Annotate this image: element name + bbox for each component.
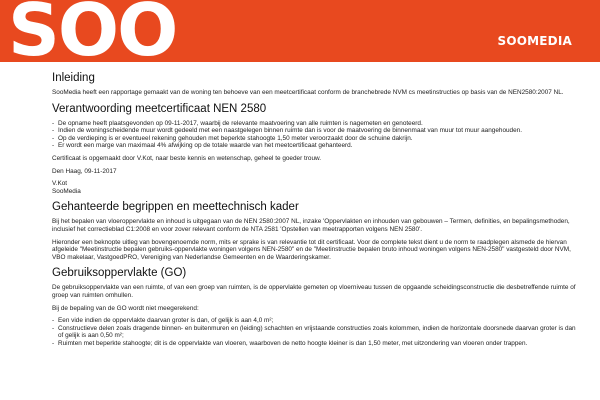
section-title-verantwoording: Verantwoording meetcertificaat NEN 2580 [52,102,267,115]
section-title-gebruiksoppervlakte: Gebruiksoppervlakte (GO) [52,267,187,280]
list-item: - Constructieve delen zoals dragende binnen- en buitenmuren en (leiding) schachten en vrijstaande constructies zoals kolommen, indien de horizontale doorsnede daarvan groter is dan of gelijk is aan 0,50 m²; [52,325,582,340]
go-paragraph-1: De gebruiksoppervlakte van een ruimte, of van een groep van ruimten, is de oppervlakte gemeten op vloerniveau tussen de opgaande scheidingsconstructie die desbetreffende ruimte of groep van ruimten omhullen. [52,284,576,299]
section-title-inleiding: Inleiding [52,72,95,84]
list-item: - Indien de woningscheidende muur wordt gedeeld met een naastgelegen binnen ruimte dan is voor de maatvoering de binnenmaat van muur tot muur aangehouden. [52,127,582,135]
signature-name: V.Kot [52,180,68,188]
signature-company: SooMedia [52,187,81,195]
begrippen-paragraph-2: Hieronder een beknopte uitleg van bovengenoemde norm, mits er sprake is van relevantie tot dit certificaat. Voor de complete tekst dient u de norm te raadplegen alsmede de hiervan afgeleide "Meetinstructie bepalen gebruiks-oppervlakte woningen volgens NEN-2580" en de "Meetinstructie bepalen bruto inhoud woningen volgens NEN-2580" vastgesteld door NVM, VBO makelaar, VastgoedPRO, Vereniging van Nederlandse Gemeenten en de Waarderingskamer. [52,238,571,261]
soomedia-wordmark: SOOMEDIA [497,34,572,48]
begrippen-paragraph-1: Bij het bepalen van vloeroppervlakte en inhoud is uitgegaan van de NEN 2580:2007 NL, inzake 'Oppervlakten en inhouden van gebouwen – Termen, definities, en bepalingsmethoden, inclusief het correctieblad C1:2008 en voor zover relevant conform de NTA 2581 'Opstellen van meetrapporten volgens NEN 2580'. [52,218,570,233]
inleiding-text: SooMedia heeft een rapportage gemaakt van de woning ten behoeve van een meetcertificaat conform de branchebrede NVM cs meetinstructies op basis van de NEN2580:2007 NL. [52,89,564,96]
certificaat-statement: Certificaat is opgemaakt door V.Kot, naar beste kennis en wetenschap, geheel te goeder trouw. [52,154,322,162]
document-body [52,66,582,352]
list-item: - Op de verdieping is er eventueel rekening gehouden met beperkte stahoogte 1,50 meter veroorzaakt door de schuine dakrijn. [52,135,582,143]
list-item: - Er wordt een marge van maximaal 4% afwijking op de totale waarde van het meetcertificaat gehanteerd. [52,142,582,150]
section-title-begrippen: Gehanteerde begrippen en meettechnisch kader [52,201,299,214]
go-exclusion-list [52,317,582,347]
soomedia-logo: SOO [8,0,177,72]
list-item: - Ruimten met beperkte stahoogte; dit is de oppervlakte van vloeren, waarboven de netto hoogte kleiner is dan 1,50 meter, met uitzondering van vloeren onder trappen. [52,340,582,348]
list-item: - De opname heeft plaatsgevonden op 09-11-2017, waarbij de relevante maatvoering van alle ruimten is nagemeten en genoteerd. [52,120,582,128]
verantwoording-list [52,120,582,150]
go-paragraph-2: Bij de bepaling van de GO wordt niet meegerekend: [52,304,199,312]
place-date: Den Haag, 09-11-2017 [52,167,117,175]
header-band [0,0,600,72]
list-item: - Een vide indien de oppervlakte daarvan groter is dan, of gelijk is aan 4,0 m²; [52,317,582,325]
